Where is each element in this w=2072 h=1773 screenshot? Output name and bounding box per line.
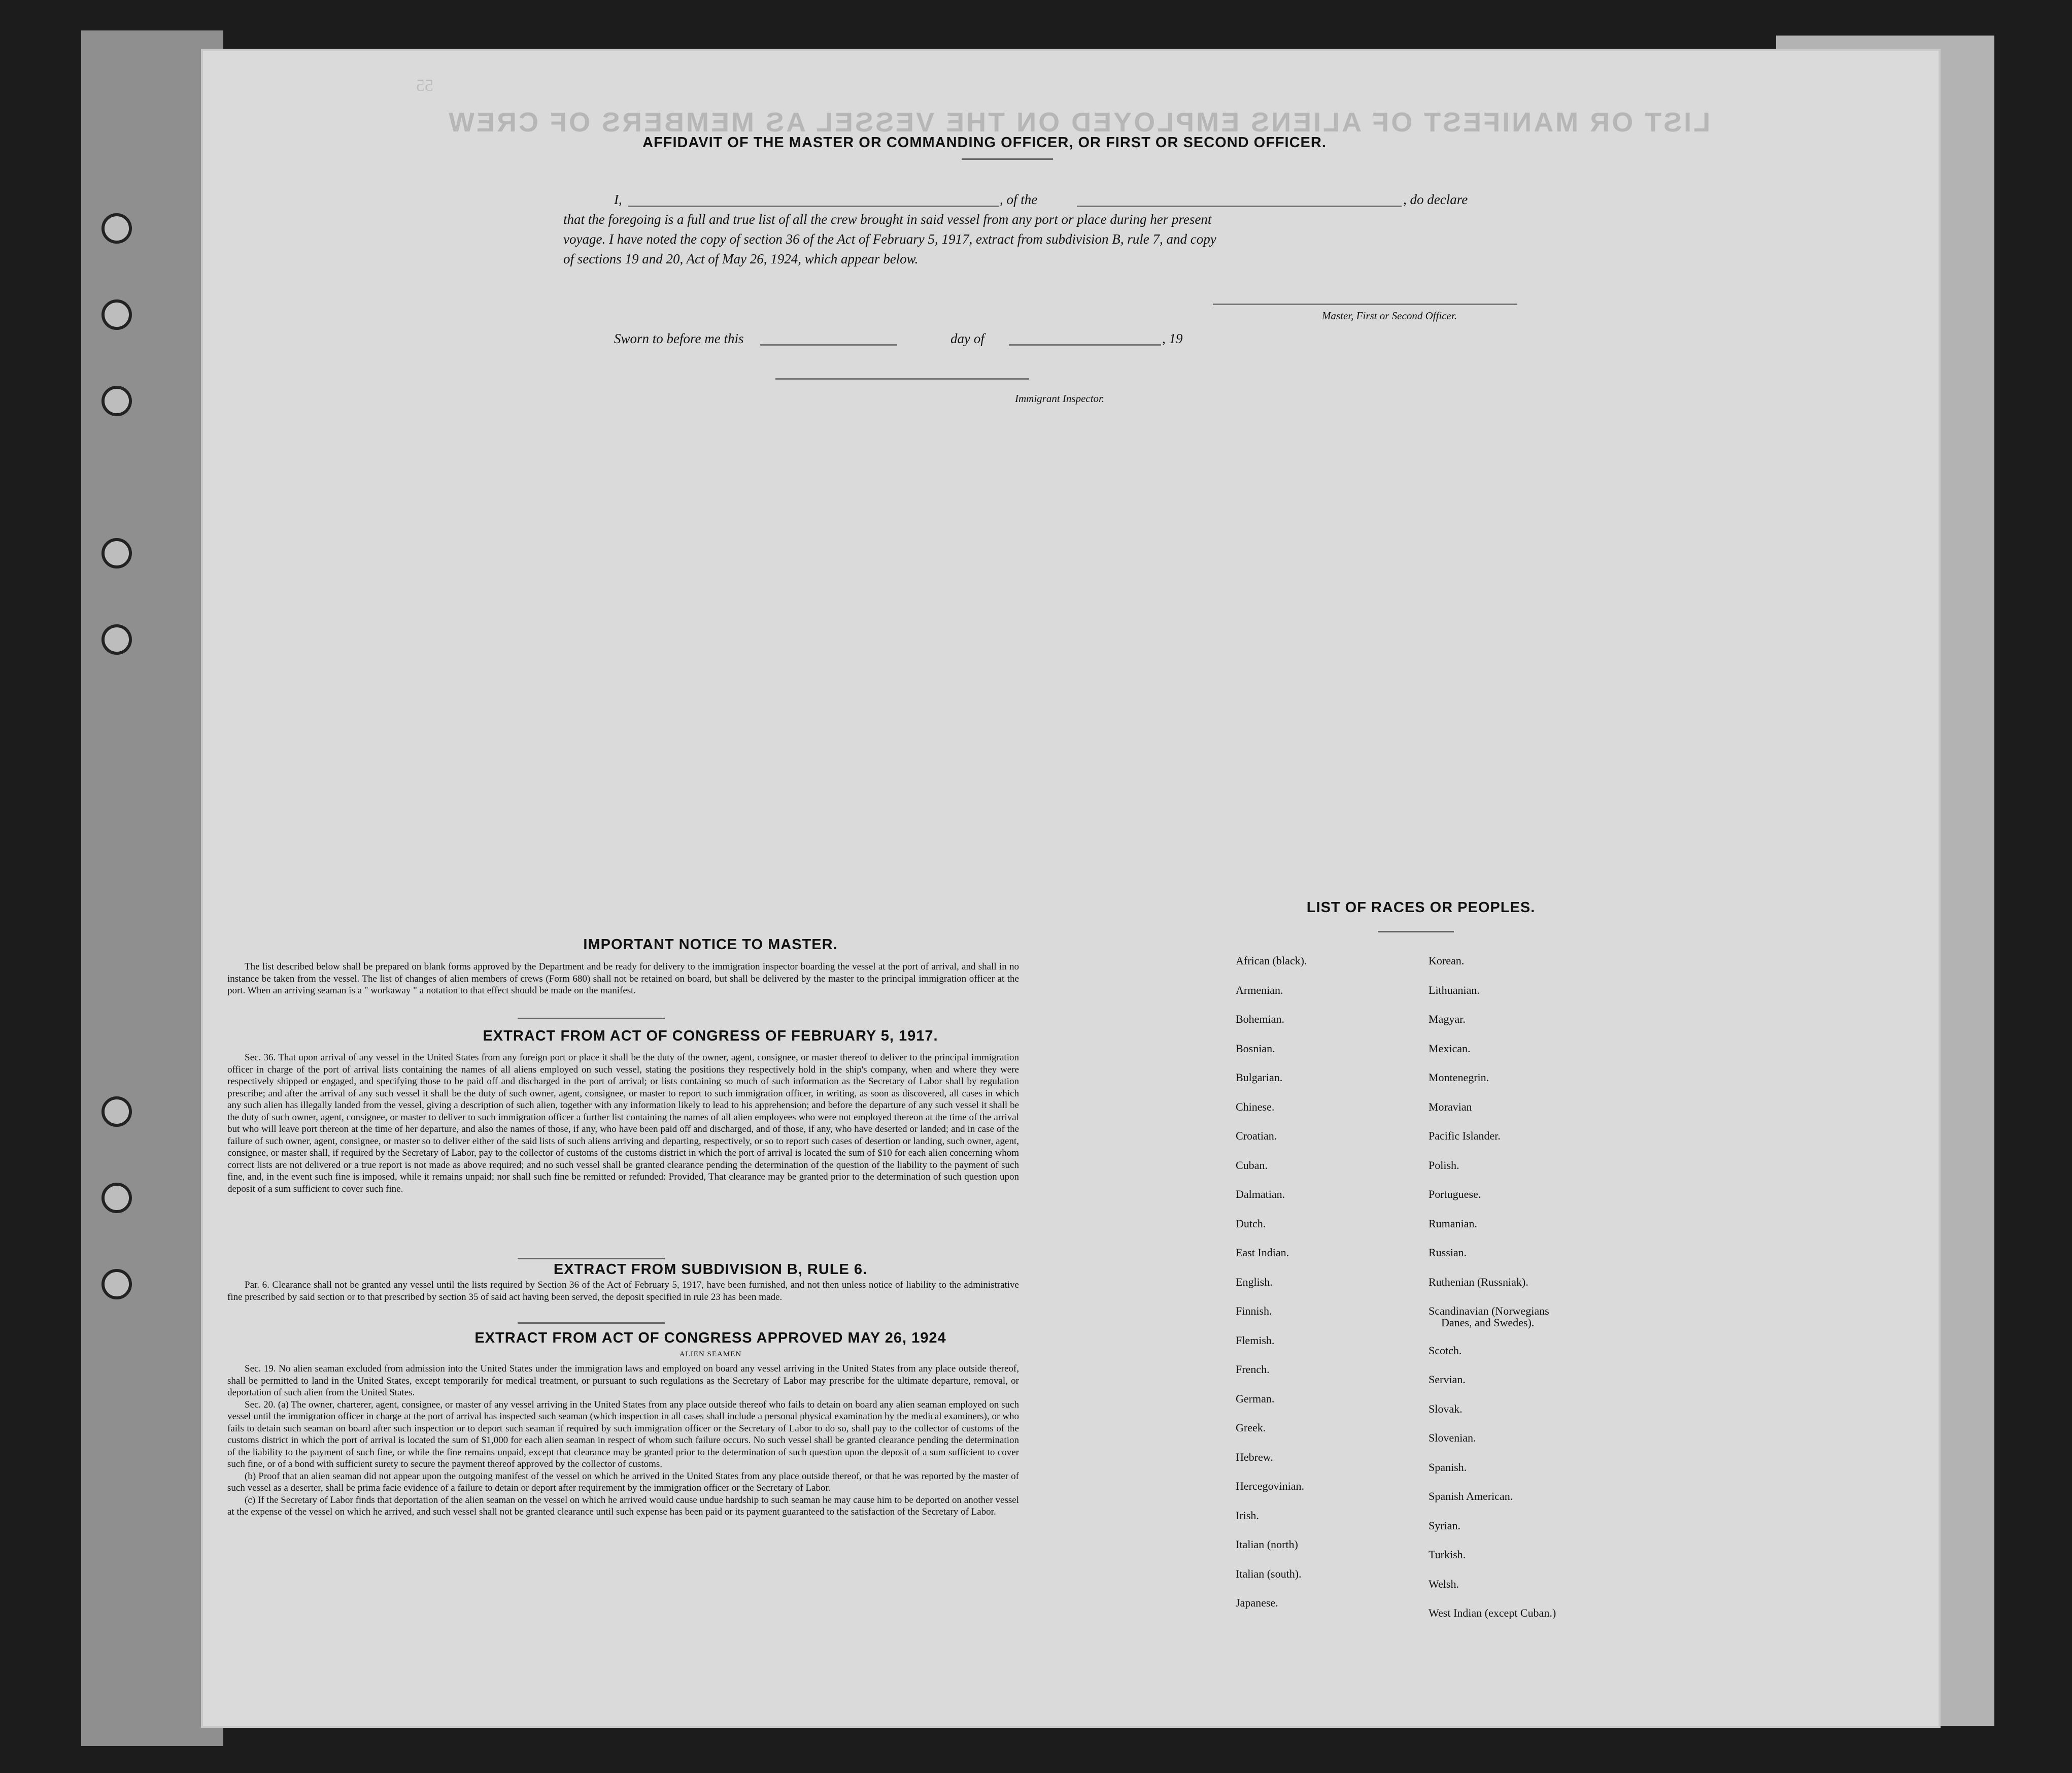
race-item: Lithuanian. — [1429, 983, 1480, 996]
sworn-month-blank[interactable] — [1009, 344, 1161, 346]
sworn-label: Sworn to before me this — [614, 331, 744, 346]
race-item: Montenegrin. — [1429, 1071, 1489, 1084]
race-item: Spanish American. — [1429, 1490, 1513, 1502]
race-item: Chinese. — [1236, 1100, 1275, 1113]
race-item: Finnish. — [1236, 1304, 1272, 1317]
race-item-continuation: Danes, and Swedes). — [1441, 1316, 1535, 1329]
race-item: Scandinavian (Norwegians — [1429, 1304, 1549, 1317]
extract-1924-title: EXTRACT FROM ACT OF CONGRESS APPROVED MAY 26, 1924 — [474, 1330, 946, 1346]
race-item: Bulgarian. — [1236, 1071, 1283, 1084]
punch-hole-icon — [101, 1183, 132, 1213]
master-signature-blank[interactable] — [1213, 304, 1517, 305]
race-item: Portuguese. — [1429, 1188, 1481, 1200]
race-item: Italian (south). — [1236, 1567, 1302, 1580]
race-item: Armenian. — [1236, 983, 1283, 996]
inspector-signature-label: Immigrant Inspector. — [1015, 392, 1105, 405]
extract-1917-title: EXTRACT FROM ACT OF CONGRESS OF FEBRUARY 5, 1917. — [483, 1028, 938, 1044]
punch-hole-icon — [101, 1269, 132, 1299]
race-item: Rumanian. — [1429, 1217, 1477, 1230]
race-item: Magyar. — [1429, 1013, 1466, 1025]
section-19-paragraph: Sec. 19. No alien seaman excluded from admission into the United States under the immigration laws and employed on board any vessel arriving in the United States from any place outside thereof, shall be permitted to land in the United States, except temporarily for medical treatment, or pursuant to such regulations as the Secretary of Labor may prescribe for the ultimate departure, removal, or deportation of such alien from the United States. — [227, 1363, 1019, 1398]
race-item: Irish. — [1236, 1509, 1259, 1522]
master-signature-label: Master, First or Second Officer. — [1322, 310, 1457, 322]
race-item: Korean. — [1429, 954, 1465, 967]
extract-1917-text — [227, 1052, 1019, 1195]
sworn-year-label: , 19 — [1162, 331, 1183, 346]
notice-text — [227, 961, 1019, 997]
binder-edge — [81, 30, 223, 1746]
notice-paragraph: The list described below shall be prepared on blank forms approved by the Department and be ready for delivery to the immigration inspector boarding the vessel at the port of arrival, and shall in no instance be taken from the vessel. The list of changes of alien members of crews (Form 680) shall not be retained on board, but shall be delivered by the master to the principal immigration officer at the port. When an arriving seaman is a " workaway " a notation to that effect should be made on the manifest. — [227, 961, 1019, 996]
affidavit-i-label: I, — [614, 192, 622, 207]
race-item: Flemish. — [1236, 1333, 1275, 1347]
race-item: Syrian. — [1429, 1519, 1460, 1532]
race-item: English. — [1236, 1275, 1273, 1288]
bleed-through-page-number: 55 — [416, 76, 433, 95]
race-item: Mexican. — [1429, 1042, 1471, 1055]
rule-6-paragraph: Par. 6. Clearance shall not be granted any vessel until the lists required by Section 36 of the Act of February 5, 1917, have been furnished, and not then unless notice of liability to the administrative fine prescribed by said section or to that prescribed by section 35 of said act having been served, the deposit specified in rule 23 has been made. — [227, 1280, 1019, 1302]
race-item: Ruthenian (Russniak). — [1429, 1275, 1528, 1288]
section-20b-paragraph: (b) Proof that an alien seaman did not appear upon the outgoing manifest of the vessel on which he arrived in the United States from any place outside thereof, or that he was reported by the master of such vessel as a deserter, shall be prima facie evidence of a failure to detain or deport after requirement by the immigration officer or the Secretary of Labor. — [227, 1470, 1019, 1493]
sworn-day-blank[interactable] — [760, 344, 897, 346]
punch-hole-icon — [101, 299, 132, 330]
alien-seamen-subtitle: ALIEN SEAMEN — [679, 1350, 742, 1358]
divider — [1378, 931, 1454, 932]
punch-hole-icon — [101, 1096, 132, 1127]
race-item: Moravian — [1429, 1100, 1472, 1113]
race-item: Dutch. — [1236, 1217, 1266, 1230]
affidavit-of-the-label: , of the — [1000, 192, 1038, 207]
race-item: West Indian (except Cuban.) — [1429, 1607, 1556, 1619]
divider — [518, 1018, 665, 1019]
section-20a-paragraph: Sec. 20. (a) The owner, charterer, agent, consignee, or master of any vessel arriving in the United States from any place outside thereof who fails to detain on board any alien seaman employed on such vessel until the immigration officer in charge at the port of arrival has inspected such seaman (which inspection in all cases shall include a personal physical examination by the medical examiners), or who fails to detain such seaman on board after such inspection or to deport such seaman if required by such immigration officer or the Secretary of Labor to do so, shall pay to the collector of customs of the customs district in which the port of arrival is located the sum of $1,000 for each alien seaman in respect of whom such failure occurs. No such vessel shall be granted clearance pending the determination of the liability to the payment of such fine, or while the fine remains unpaid, except that clearance may be granted prior to the determination of such question upon the deposit of a sum sufficient to cover such fine, or of a bond with sufficient surety to secure the payment thereof approved by the collector of customs. — [227, 1399, 1019, 1469]
name-blank[interactable] — [628, 206, 999, 207]
divider — [518, 1322, 665, 1324]
punch-hole-icon — [101, 538, 132, 568]
notice-title: IMPORTANT NOTICE TO MASTER. — [583, 936, 838, 953]
affidavit-title: AFFIDAVIT OF THE MASTER OR COMMANDING OFFICER, OR FIRST OR SECOND OFFICER. — [642, 135, 1327, 151]
section-36-paragraph: Sec. 36. That upon arrival of any vessel in the United States from any foreign port or place it shall be the duty of the owner, agent, consignee, or master thereof to deliver to the principal immigration officer in charge of the port of arrival lists containing the names of all aliens employed on such vessel, stating the positions they respectively hold in the ship's company, when and where they were respectively shipped or engaged, and specifying those to be paid off and discharged in the port of arrival; or lists containing so much of such information as the Secretary of Labor shall by regulation prescribe; and after the arrival of any such vessel it shall be the duty of such owner, agent, consignee, or master to report to such immigration officer, in writing, as soon as discovered, all cases in which any such alien has illegally landed from the vessel, giving a description of such alien, together with any information likely to lead to his apprehension; and before the departure of any such vessel it shall be the duty of such owner, agent, consignee, or master to deliver to such immigration officer a further list containing the names of all alien employees who were not employed thereon at the time of the arrival but who will leave port thereon at the time of her departure, and also the names of those, if any, who have been paid off and discharged, and of those, if any, who have deserted or landed; and in case of the failure of such owner, agent, consignee, or master so to deliver either of the said lists of such aliens arriving and departing, respectively, or so to report such cases of desertion or landing, such owner, agent, consignee, or master shall, if required by the Secretary of Labor, pay to the collector of customs of the customs district in which the port of arrival is located the sum of $10 for each alien concerning whom correct lists are not delivered or a true report is not made as above required; and no such vessel shall be granted clearance pending the determination of the question of the liability to the payment of such fine, and, in the event such fine is imposed, while it remains unpaid; nor shall such fine be remitted or refunded: Provided, That clearance may be granted prior to the determination of such question upon deposit of a sum sufficient to cover such fine. — [227, 1052, 1019, 1194]
punch-hole-icon — [101, 386, 132, 416]
race-item: Scotch. — [1429, 1344, 1462, 1357]
affidavit-line-3: voyage. I have noted the copy of section 36 of the Act of February 5, 1917, extract from subdivision B, rule 7, and copy — [563, 231, 1216, 247]
punch-hole-icon — [101, 213, 132, 244]
race-item: Cuban. — [1236, 1158, 1268, 1172]
race-item: Dalmatian. — [1236, 1188, 1285, 1200]
race-item: Hebrew. — [1236, 1450, 1273, 1463]
race-item: Pacific Islander. — [1429, 1129, 1501, 1142]
race-item: Greek. — [1236, 1421, 1266, 1434]
race-item: African (black). — [1236, 954, 1307, 967]
affidavit-line-4: of sections 19 and 20, Act of May 26, 1924, which appear below. — [563, 251, 919, 266]
affidavit-line-2: that the foregoing is a full and true list of all the crew brought in said vessel from any port or place during her present — [563, 212, 1212, 227]
races-title: LIST OF RACES OR PEOPLES. — [1306, 899, 1536, 916]
race-item: Slovenian. — [1429, 1431, 1476, 1444]
race-item: Welsh. — [1429, 1577, 1459, 1590]
race-item: Polish. — [1429, 1158, 1459, 1172]
race-item: Croatian. — [1236, 1129, 1277, 1142]
race-item: East Indian. — [1236, 1246, 1289, 1259]
affidavit-declare-label: , do declare — [1403, 192, 1468, 207]
divider — [962, 158, 1053, 160]
extract-1924-text — [227, 1363, 1019, 1518]
race-item: French. — [1236, 1363, 1270, 1376]
race-item: Bosnian. — [1236, 1042, 1275, 1055]
race-item: Bohemian. — [1236, 1013, 1284, 1025]
punch-hole-icon — [101, 624, 132, 655]
race-item: Slovak. — [1429, 1402, 1463, 1415]
extract-rule6-title: EXTRACT FROM SUBDIVISION B, RULE 6. — [553, 1261, 868, 1278]
vessel-blank[interactable] — [1077, 206, 1402, 207]
race-item: German. — [1236, 1392, 1275, 1405]
race-item: Servian. — [1429, 1373, 1466, 1386]
inspector-signature-blank[interactable] — [775, 378, 1029, 380]
section-20c-paragraph: (c) If the Secretary of Labor finds that deportation of the alien seaman on the vessel on which he arrived would cause undue hardship to such seaman he may cause him to be deported on another vessel at the expense of the vessel on which he arrived, and such vessel shall not be granted clearance until such expense has been paid or its payment guaranteed to the satisfaction of the Secretary of Labor. — [227, 1494, 1019, 1517]
sworn-day-of-label: day of — [950, 331, 984, 346]
divider — [518, 1258, 665, 1259]
race-item: Hercegovinian. — [1236, 1480, 1304, 1492]
bleed-through-title: LIST OR MANIFEST OF ALIENS EMPLOYED ON THE VESSEL AS MEMBERS OF CREW — [447, 107, 1711, 138]
race-item: Russian. — [1429, 1246, 1467, 1259]
race-item: Turkish. — [1429, 1548, 1466, 1561]
race-item: Italian (north) — [1236, 1538, 1298, 1551]
race-item: Japanese. — [1236, 1596, 1278, 1609]
extract-rule6-text — [227, 1279, 1019, 1303]
document-page — [203, 51, 1939, 1726]
race-item: Spanish. — [1429, 1460, 1467, 1474]
